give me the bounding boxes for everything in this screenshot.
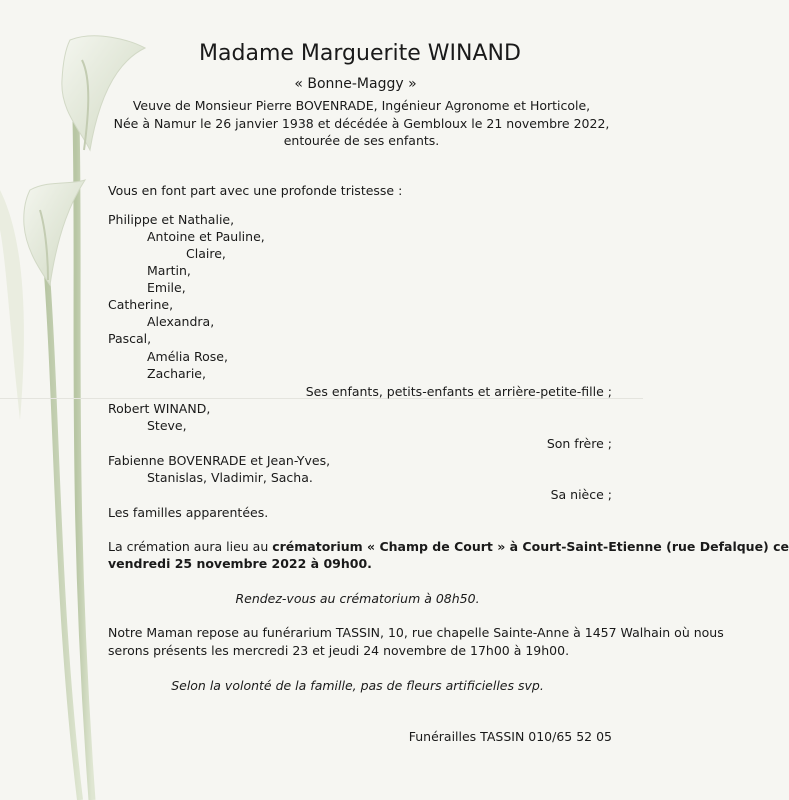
family-member: Alexandra, [147, 314, 215, 329]
family-member: Claire, [186, 246, 226, 261]
funeral-home-line-2: serons présents les mercredi 23 et jeudi 24 novembre de 17h00 à 19h00. [108, 643, 570, 658]
relation-label: Ses enfants, petits-enfants et arrière-petite-fille ; [305, 384, 612, 399]
nickname: « Bonne-Maggy » [294, 76, 417, 92]
cremation-line-1 [108, 539, 789, 555]
cremation-place: crématorium « Champ de Court » à Court-Saint-Etienne (rue Defalque) ce [272, 539, 789, 554]
relation-label: Son frère ; [546, 436, 612, 451]
funeral-home-line-1: Notre Maman repose au funérarium TASSIN, 10, rue chapelle Sainte-Anne à 1457 Walhain où nous [108, 625, 724, 640]
surrounded-line: entourée de ses enfants. [283, 133, 440, 148]
rendezvous-text: Rendez-vous au crématorium à 08h50. [235, 591, 480, 606]
family-member: Robert WINAND, [108, 401, 211, 416]
family-member: Philippe et Nathalie, [108, 212, 235, 227]
family-member: Martin, [147, 263, 191, 278]
funeral-director: Funérailles TASSIN 010/65 52 05 [408, 729, 612, 744]
widow-line: Veuve de Monsieur Pierre BOVENRADE, Ingénieur Agronome et Horticole, [132, 98, 591, 113]
family-member: Stanislas, Vladimir, Sacha. [147, 470, 313, 485]
family-member: Zacharie, [147, 366, 206, 381]
family-member: Catherine, [108, 297, 174, 312]
family-member: Steve, [147, 418, 187, 433]
family-member: Amélia Rose, [147, 349, 228, 364]
family-member: Emile, [147, 280, 186, 295]
relation-label: Sa nièce ; [550, 487, 612, 502]
flowers-note: Selon la volonté de la famille, pas de fleurs artificielles svp. [171, 678, 544, 693]
intro-text: Vous en font part avec une profonde tristesse : [108, 183, 403, 198]
family-member: Fabienne BOVENRADE et Jean-Yves, [108, 453, 331, 468]
extended-family: Les familles apparentées. [108, 505, 269, 520]
cremation-text: La crémation aura lieu au [108, 539, 273, 554]
cremation-date: vendredi 25 novembre 2022 à 09h00. [108, 556, 372, 571]
deceased-name: Madame Marguerite WINAND [199, 41, 521, 66]
family-member: Pascal, [108, 331, 152, 346]
birth-death-line: Née à Namur le 26 janvier 1938 et décédée à Gembloux le 21 novembre 2022, [113, 116, 610, 131]
family-member: Antoine et Pauline, [147, 229, 265, 244]
